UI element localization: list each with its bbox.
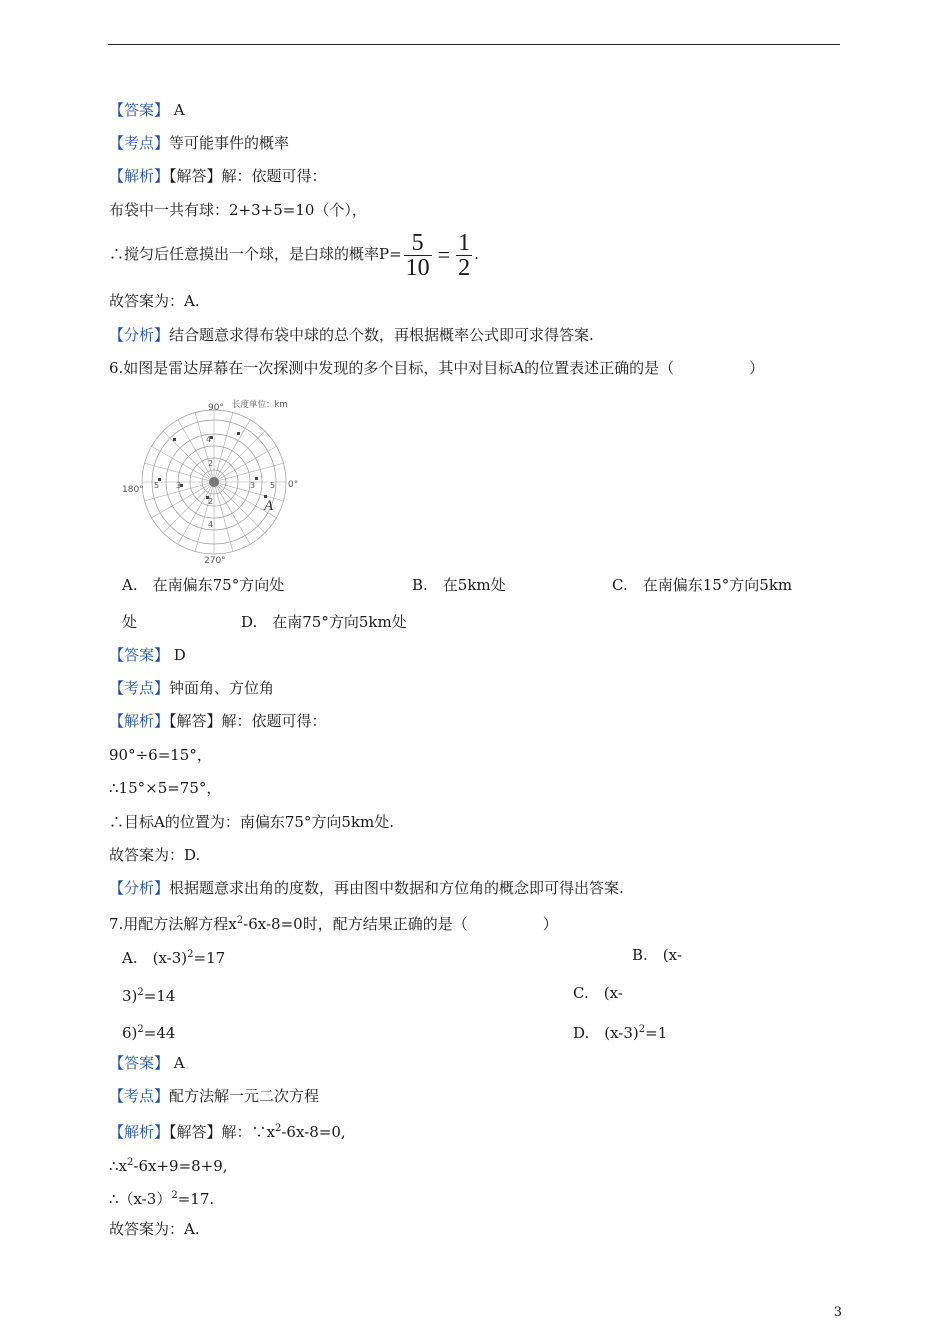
q6-topic: 【考点】钟面角、方位角	[109, 679, 275, 697]
q6-option-a[interactable]: A. 在南偏东75°方向处	[122, 576, 285, 594]
q6-line3: ∴目标A的位置为：南偏东75°方向5km处.	[109, 813, 395, 831]
q7-line2: $\therefore(x-3)^2=17$.	[109, 1190, 215, 1208]
svg-text:5: 5	[154, 481, 160, 490]
q6-stem: 6.如图是雷达屏幕在一次探测中发现的多个目标，其中对目标A的位置表述正确的是（ ）	[109, 359, 765, 377]
q6-option-b[interactable]: B. 在5km处	[412, 576, 506, 594]
q5-topic: 【考点】等可能事件的概率	[109, 134, 290, 152]
q6-answer: 【答案】 D	[109, 646, 186, 664]
radar-label-180: 180°	[122, 485, 144, 495]
svg-text:4: 4	[206, 435, 212, 444]
q6-option-c-cont: 处	[122, 613, 138, 631]
q5-line2: ∴搅匀后任意摸出一个球，是白球的概率P= $\frac{5}{10}$ = $\frac{1}{2}$ .	[109, 229, 479, 281]
q7-line3: 故答案为：A.	[109, 1220, 200, 1238]
svg-text:3: 3	[176, 481, 182, 490]
svg-text:2: 2	[208, 497, 214, 506]
q5-fenxi: 【分析】结合题意求得布袋中球的总个数，再根据概率公式即可求得答案.	[109, 326, 594, 344]
q6-line1: 90°÷6=15°，	[109, 746, 212, 764]
q5-line3: 故答案为：A.	[109, 292, 200, 310]
fraction-1-2: $\frac{1}{2}$	[458, 229, 471, 281]
header-rule	[108, 44, 840, 45]
q6-line2: ∴15°×5=75°，	[109, 779, 222, 797]
q7-answer: 【答案】 A	[109, 1054, 185, 1072]
svg-text:4: 4	[208, 520, 214, 529]
radar-label-0: 0°	[288, 480, 299, 490]
q7-stem: 7.用配方法解方程$x^2-6x-8=0$时，配方结果正确的是（ ）	[109, 915, 558, 933]
q6-option-d[interactable]: D. 在南75°方向5km处	[241, 613, 407, 631]
radar-label-90: 90°	[208, 403, 224, 413]
q5-line1: 布袋中一共有球：2+3+5=10（个），	[109, 201, 367, 219]
radar-unit-label: 长度单位：km	[232, 400, 288, 410]
q7-option-c-cont: 6)$^2$=44	[122, 1024, 176, 1042]
q6-option-c[interactable]: C. 在南偏东15°方向5km	[612, 576, 793, 594]
target-a-label: A	[264, 498, 274, 514]
q7-topic: 【考点】配方法解一元二次方程	[109, 1087, 320, 1105]
q7-line1: $\therefore x^2-6x+9=8+9$,	[109, 1157, 228, 1175]
svg-text:3: 3	[250, 481, 256, 490]
q7-option-d[interactable]: D. $(x-3)^2=1$	[573, 1024, 668, 1042]
q6-analysis: 【解析】【解答】解：依题可得：	[109, 712, 327, 730]
radar-figure	[118, 392, 318, 564]
q7-option-b-cont: 3)$^2$=14	[122, 987, 176, 1005]
q6-line4: 故答案为：D.	[109, 846, 201, 864]
page-number: 3	[833, 1305, 842, 1320]
q5-answer: 【答案】 A	[109, 101, 185, 119]
q5-analysis: 【解析】【解答】解：依题可得：	[109, 167, 327, 185]
q7-option-c[interactable]: C. (x-	[573, 984, 623, 1002]
q6-fenxi: 【分析】根据题意求出角的度数，再由图中数据和方位角的概念即可得出答案.	[109, 879, 624, 897]
q7-analysis: 【解析】【解答】解：$\because x^2-6x-8=0$,	[109, 1123, 346, 1141]
fraction-5-10: $\frac{5}{10}$	[405, 229, 430, 281]
svg-text:2: 2	[208, 459, 214, 468]
q7-option-a[interactable]: A. $(x-3)^2=17$	[122, 949, 226, 967]
svg-text:5: 5	[270, 481, 276, 490]
radar-label-270: 270°	[204, 556, 226, 564]
q7-option-b[interactable]: B. (x-	[632, 946, 682, 964]
